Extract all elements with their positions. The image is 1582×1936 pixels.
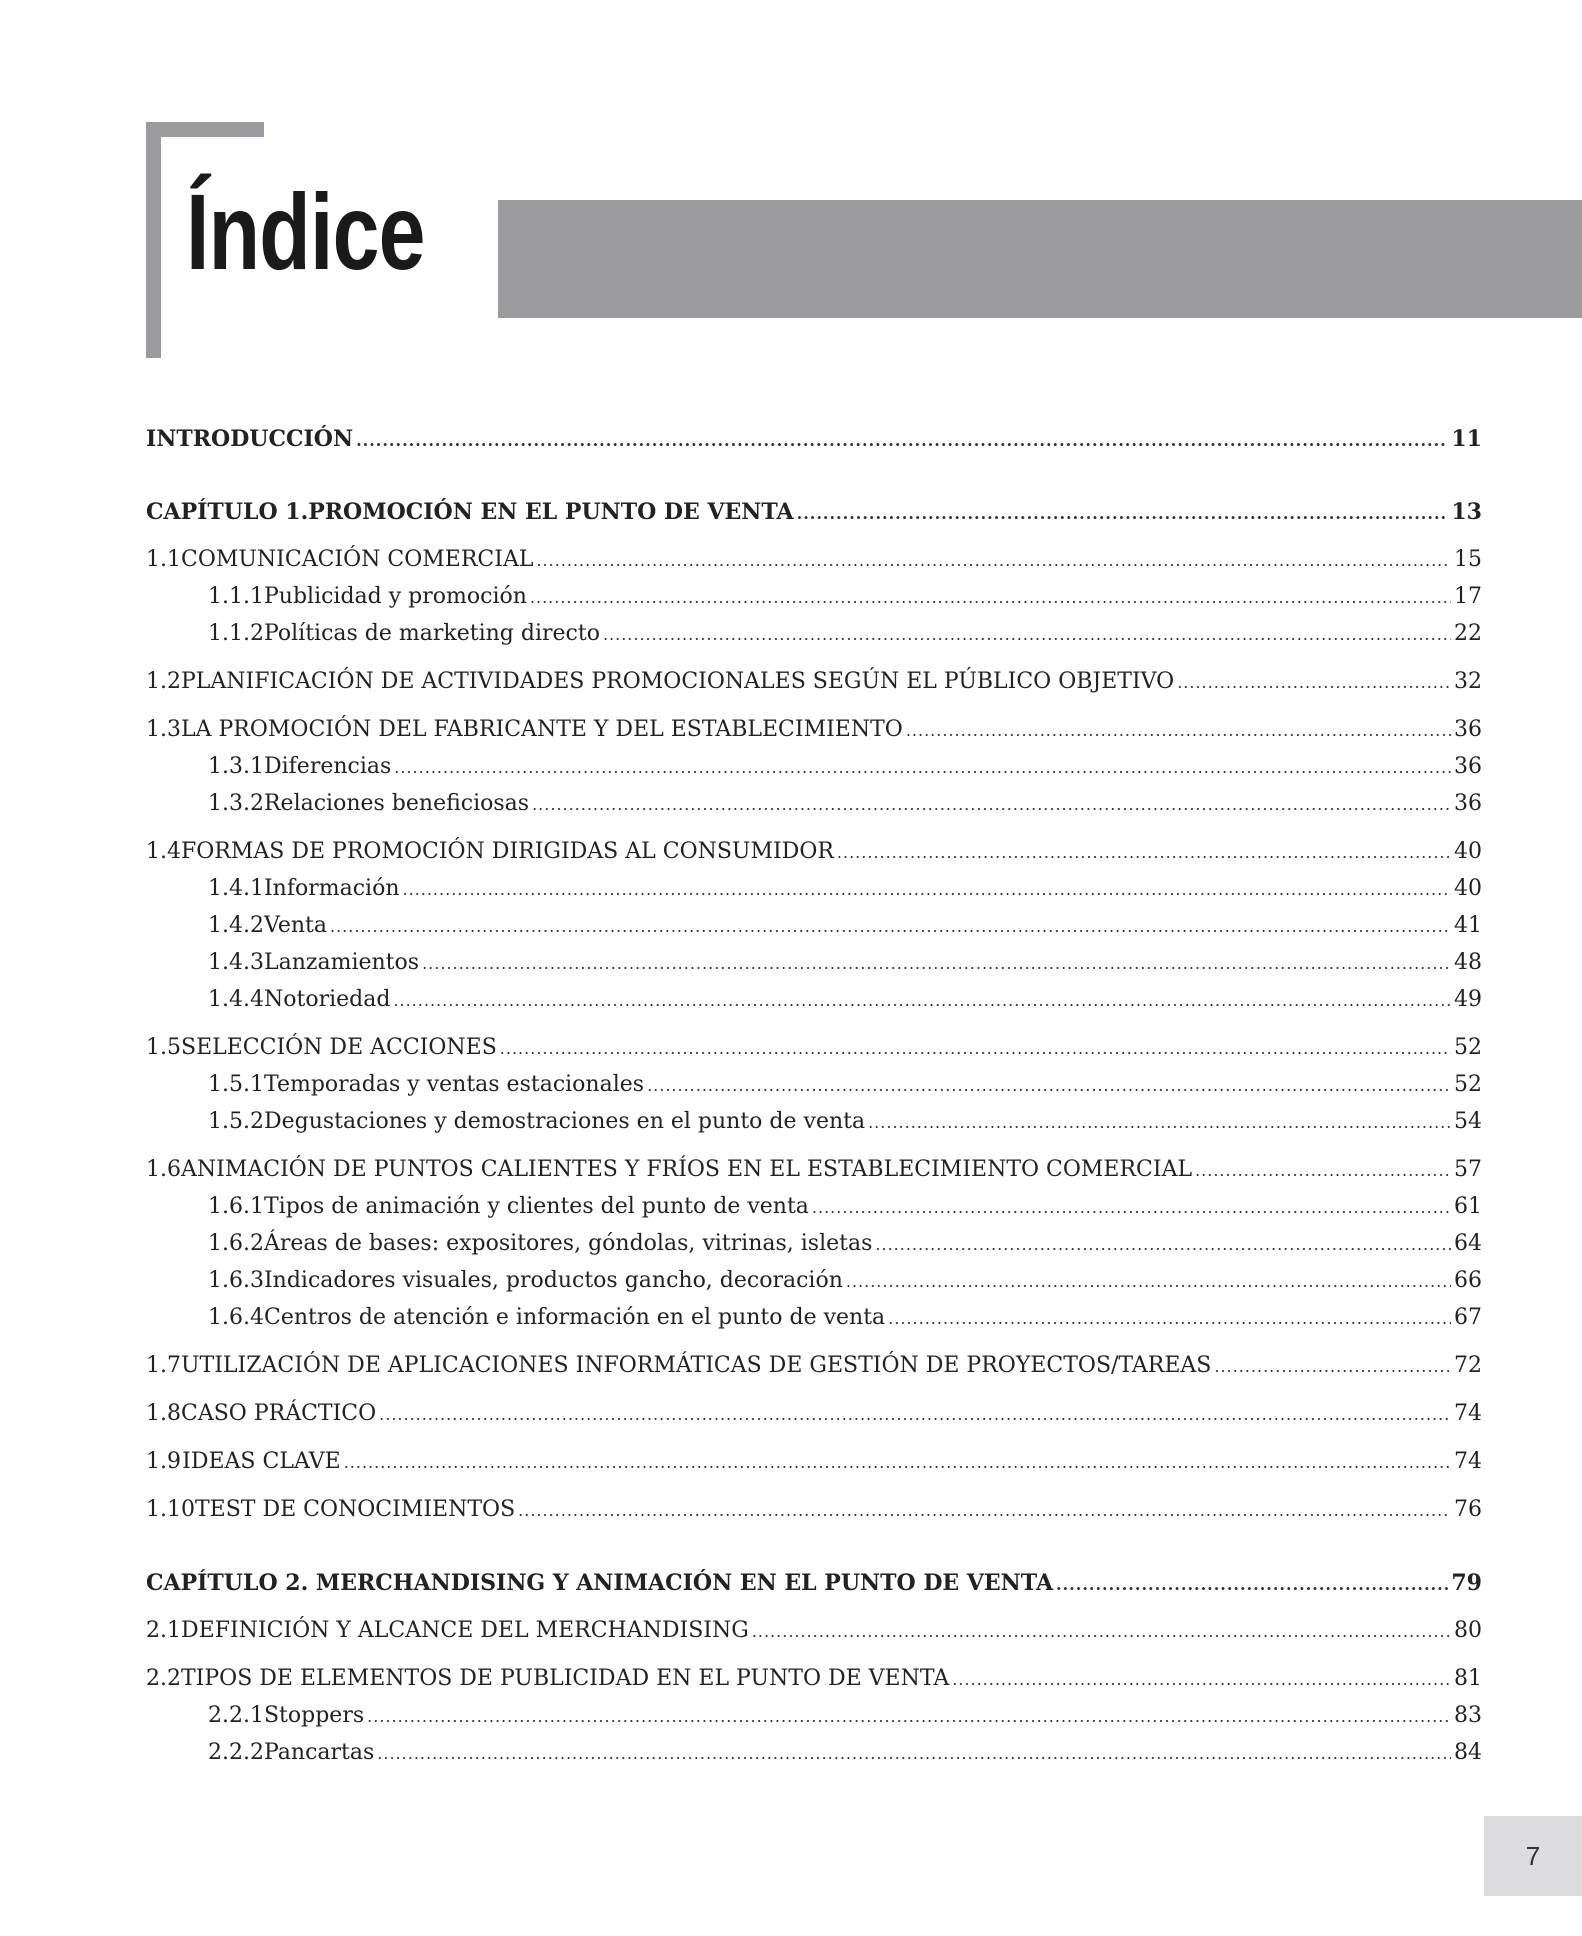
toc-dot-leader [532,795,1451,814]
title-bracket-horizontal [146,122,264,137]
toc-dot-leader [837,843,1451,862]
toc-entry-page: 57 [1454,1157,1482,1182]
toc-entry-label: Relaciones beneficiosas [263,791,530,816]
toc-entry-page: 72 [1454,1353,1482,1378]
toc-section-entry[interactable] [146,669,1482,706]
toc-dot-leader [812,1198,1451,1217]
toc-entry-page: 79 [1451,1570,1482,1596]
toc-entry-label: Publicidad y promoción [263,584,527,609]
toc-subsection-entry[interactable] [146,1109,1482,1146]
toc-dot-leader [500,1039,1451,1058]
toc-entry-number: 1.4 [146,839,181,864]
toc-dot-leader [952,1670,1451,1689]
toc-subsection-entry[interactable] [146,1231,1482,1268]
toc-section-entry[interactable] [146,1353,1482,1390]
toc-subsection-entry[interactable] [146,1268,1482,1305]
toc-entry-page: 48 [1454,950,1482,975]
title-bracket-vertical [146,122,161,358]
toc-entry-page: 81 [1454,1666,1482,1691]
toc-entry-page: 80 [1454,1618,1482,1643]
toc-entry-label: Áreas de bases: expositores, góndolas, vitrinas, isletas [263,1231,873,1256]
toc-entry-label: Políticas de marketing directo [263,621,600,646]
toc-entry-page: 15 [1454,547,1482,572]
toc-dot-leader [403,880,1452,899]
toc-dot-leader [1177,673,1451,692]
toc-entry-number: 1.5.1 [208,1072,264,1097]
toc-entry-number: 1.10 [146,1497,195,1522]
toc-entry-label: CASO PRÁCTICO [181,1401,377,1426]
page-title: Índice [186,171,425,292]
toc-entry-page: 40 [1454,839,1482,864]
toc-entry-label: FORMAS DE PROMOCIÓN DIRIGIDAS AL CONSUMIDOR [181,839,834,864]
toc-entry-label: IDEAS CLAVE [182,1449,341,1474]
toc-entry-page: 76 [1454,1497,1482,1522]
toc-entry-number: 1.3.2 [208,791,264,816]
toc-entry-number: 1.3.1 [208,754,264,779]
toc-entry-page: 32 [1454,669,1482,694]
toc-entry-number: 2.2.2 [208,1740,264,1765]
toc-dot-leader [422,954,1451,973]
toc-dot-leader [530,588,1451,607]
toc-entry-number: 2.1 [146,1618,181,1643]
toc-chapter-entry[interactable] [146,499,1482,536]
table-of-contents [146,426,1482,1777]
toc-entry-label: Pancartas [263,1740,375,1765]
toc-entry-number: 1.4.2 [208,913,264,938]
toc-entry-number: 1.6.3 [208,1268,264,1293]
toc-section-entry[interactable] [146,1157,1482,1194]
toc-dot-leader [1195,1161,1451,1180]
toc-entry-number: 1.6 [146,1157,181,1182]
toc-entry-number: 1.5 [146,1035,181,1060]
toc-entry-page: 64 [1454,1231,1482,1256]
toc-entry-number: 1.4.4 [208,987,264,1012]
toc-entry-label: Degustaciones y demostraciones en el punto de venta [263,1109,866,1134]
toc-entry-label: DEFINICIÓN Y ALCANCE DEL MERCHANDISING [181,1618,749,1643]
title-bar-decoration [498,200,1582,318]
toc-entry-page: 36 [1454,791,1482,816]
toc-subsection-entry[interactable] [146,1740,1482,1777]
toc-subsection-entry[interactable] [146,913,1482,950]
toc-dot-leader [356,431,1448,450]
toc-chapter-entry[interactable] [146,1570,1482,1607]
toc-entry-page: 36 [1454,754,1482,779]
toc-dot-leader [518,1501,1451,1520]
toc-dot-leader [379,1405,1451,1424]
toc-subsection-entry[interactable] [146,876,1482,913]
toc-entry-number: 1.2 [146,669,181,694]
toc-entry-number: 2.2.1 [208,1703,264,1728]
toc-dot-leader [752,1622,1451,1641]
toc-entry-label: UTILIZACIÓN DE APLICACIONES INFORMÁTICAS DE GESTIÓN DE PROYECTOS/TAREAS [181,1353,1212,1378]
toc-entry-label: TEST DE CONOCIMIENTOS [194,1497,516,1522]
toc-dot-leader [868,1113,1451,1132]
toc-entry-number: 1.4.1 [208,876,264,901]
toc-entry-number: 1.6.4 [208,1305,264,1330]
toc-entry-page: 67 [1454,1305,1482,1330]
toc-entry-label: PLANIFICACIÓN DE ACTIVIDADES PROMOCIONALES SEGÚN EL PÚBLICO OBJETIVO [181,669,1175,694]
toc-entry-page: 11 [1451,426,1482,452]
toc-entry-page: 83 [1454,1703,1482,1728]
toc-dot-leader [367,1707,1451,1726]
toc-entry-page: 49 [1454,987,1482,1012]
toc-dot-leader [1214,1357,1451,1376]
toc-section-entry[interactable] [146,1666,1482,1703]
toc-entry-label: CAPÍTULO 1.PROMOCIÓN EN EL PUNTO DE VENTA [146,499,794,525]
toc-section-entry[interactable] [146,1035,1482,1072]
toc-entry-label: INTRODUCCIÓN [146,426,354,452]
toc-dot-leader [906,721,1451,740]
toc-subsection-entry[interactable] [146,754,1482,791]
toc-entry-label: Temporadas y ventas estacionales [263,1072,645,1097]
toc-entry-label: Indicadores visuales, productos gancho, decoración [263,1268,843,1293]
toc-entry-label: ANIMACIÓN DE PUNTOS CALIENTES Y FRÍOS EN EL ESTABLECIMIENTO COMERCIAL [181,1157,1193,1182]
toc-dot-leader [647,1076,1451,1095]
toc-entry-number: 1.7 [146,1353,181,1378]
toc-entry-number: 1.1.1 [208,584,264,609]
toc-section-entry[interactable] [146,717,1482,754]
toc-entry-page: 84 [1454,1740,1482,1765]
toc-entry-label: Información [263,876,400,901]
toc-dot-leader [888,1309,1451,1328]
toc-entry-page: 52 [1454,1035,1482,1060]
toc-dot-leader [797,504,1449,523]
toc-entry-label: Stoppers [263,1703,365,1728]
toc-entry-page: 22 [1454,621,1482,646]
toc-subsection-entry[interactable] [146,621,1482,658]
toc-dot-leader [393,991,1451,1010]
toc-section-entry[interactable] [146,1401,1482,1438]
toc-entry-label: Venta [263,913,327,938]
page-number-box [1484,1816,1582,1896]
toc-chapter-entry[interactable] [146,426,1482,463]
toc-section-entry[interactable] [146,1449,1482,1486]
toc-entry-number: 1.1 [146,547,181,572]
toc-entry-page: 61 [1454,1194,1482,1219]
toc-dot-leader [377,1744,1451,1763]
toc-entry-label: Notoriedad [263,987,391,1012]
toc-entry-page: 74 [1454,1401,1482,1426]
toc-entry-label: Lanzamientos [263,950,420,975]
toc-entry-label: Centros de atención e información en el punto de venta [263,1305,886,1330]
toc-entry-label: COMUNICACIÓN COMERCIAL [181,547,534,572]
toc-dot-leader [536,551,1451,570]
toc-section-entry[interactable] [146,839,1482,876]
toc-subsection-entry[interactable] [146,1072,1482,1109]
toc-entry-page: 66 [1454,1268,1482,1293]
toc-entry-number: 1.8 [146,1401,181,1426]
toc-entry-number: 2.2 [146,1666,181,1691]
toc-subsection-entry[interactable] [146,1194,1482,1231]
toc-entry-number: 1.9 [146,1449,181,1474]
toc-entry-page: 13 [1451,499,1482,525]
toc-dot-leader [1056,1575,1448,1594]
page-number: 7 [1525,1840,1541,1871]
toc-entry-label: SELECCIÓN DE ACCIONES [181,1035,497,1060]
toc-entry-page: 54 [1454,1109,1482,1134]
toc-entry-page: 52 [1454,1072,1482,1097]
toc-entry-page: 41 [1454,913,1482,938]
toc-entry-page: 17 [1454,584,1482,609]
toc-entry-label: CAPÍTULO 2. MERCHANDISING Y ANIMACIÓN EN EL PUNTO DE VENTA [146,1570,1054,1596]
toc-dot-leader [394,758,1451,777]
toc-dot-leader [330,917,1451,936]
toc-subsection-entry[interactable] [146,987,1482,1024]
toc-entry-number: 1.6.1 [208,1194,264,1219]
toc-entry-number: 1.3 [146,717,181,742]
toc-entry-label: LA PROMOCIÓN DEL FABRICANTE Y DEL ESTABLECIMIENTO [181,717,903,742]
toc-entry-label: Diferencias [263,754,392,779]
toc-subsection-entry[interactable] [146,791,1482,828]
toc-entry-number: 1.5.2 [208,1109,264,1134]
toc-subsection-entry[interactable] [146,950,1482,987]
toc-entry-page: 40 [1454,876,1482,901]
toc-section-entry[interactable] [146,1497,1482,1534]
toc-subsection-entry[interactable] [146,584,1482,621]
toc-entry-page: 36 [1454,717,1482,742]
toc-subsection-entry[interactable] [146,1305,1482,1342]
toc-entry-label: TIPOS DE ELEMENTOS DE PUBLICIDAD EN EL PUNTO DE VENTA [181,1666,950,1691]
toc-entry-number: 1.4.3 [208,950,264,975]
toc-dot-leader [344,1453,1451,1472]
toc-section-entry[interactable] [146,1618,1482,1655]
toc-subsection-entry[interactable] [146,1703,1482,1740]
toc-entry-number: 1.6.2 [208,1231,264,1256]
toc-entry-number: 1.1.2 [208,621,264,646]
toc-entry-label: Tipos de animación y clientes del punto de venta [263,1194,809,1219]
toc-entry-page: 74 [1454,1449,1482,1474]
toc-section-entry[interactable] [146,547,1482,584]
toc-dot-leader [875,1235,1451,1254]
toc-dot-leader [846,1272,1451,1291]
toc-dot-leader [603,625,1451,644]
